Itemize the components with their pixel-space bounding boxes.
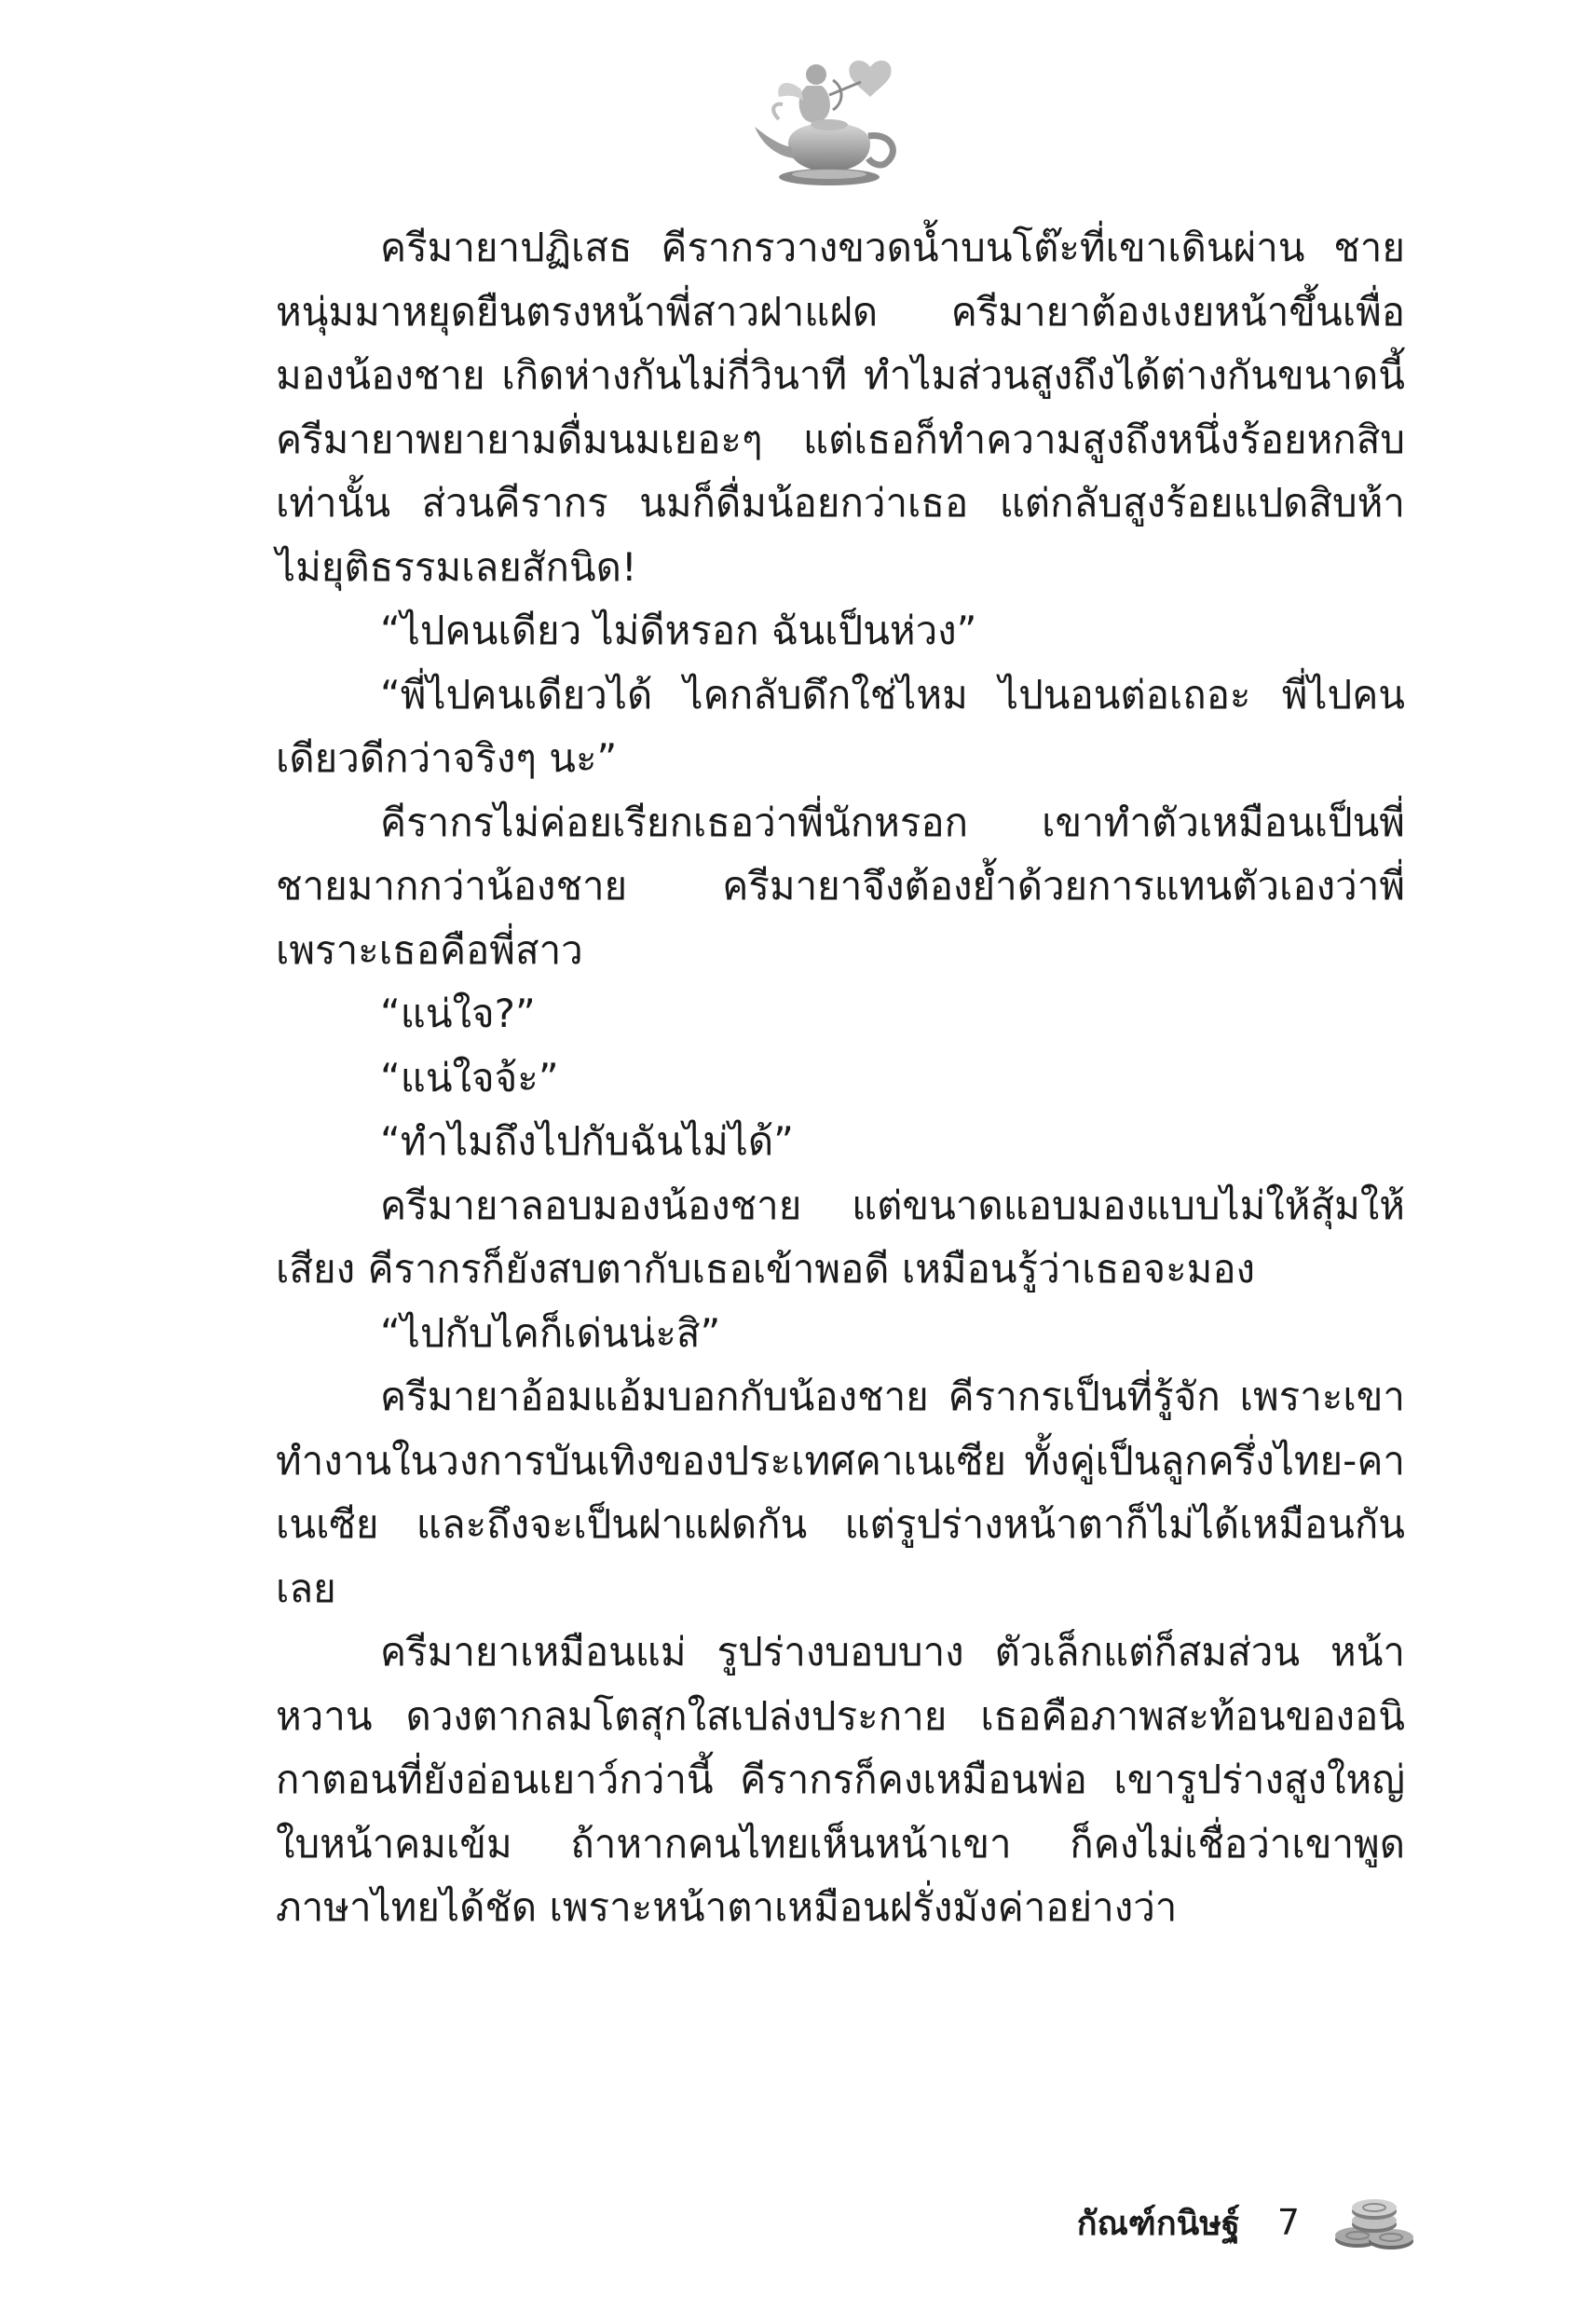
book-title: กัณฑ์กนิษฐ์ bbox=[1076, 2204, 1240, 2243]
paragraph: ครีมายาลอบมองน้องชาย แต่ขนาดแอบมองแบบไม่ให้สุ้มให้เสียง คีรากรก็ยังสบตากับเธอเข้าพอดี เหมือนรู้ว่าเธอจะมอง bbox=[276, 1182, 1405, 1292]
page-number: 7 bbox=[1276, 2202, 1300, 2243]
paragraph: ครีมายาปฏิเสธ คีรากรวางขวดน้ำบนโต๊ะที่เขาเดินผ่าน ชายหนุ่มมาหยุดยืนตรงหน้าพี่สาวฝาแฝด ครีมายาต้องเงยหน้าขึ้นเพื่อมองน้องชาย เกิดห่างกันไม่กี่วินาที ทำไมส่วนสูงถึงได้ต่างกันขนาดนี้ ครีมายาพยายามดื่มนมเยอะๆ แต่เธอก็ทำความสูงถึงหนึ่งร้อยหกสิบเท่านั้น ส่วนคีรากร นมก็ดื่มน้อยกว่าเธอ แต่กลับสูงร้อยแปดสิบห้า ไม่ยุติธรรมเลยสักนิด! bbox=[276, 225, 1405, 590]
body-text bbox=[276, 216, 1405, 1940]
page-footer bbox=[1077, 2190, 1419, 2255]
paragraph: “ไปกับไคก็เด่นน่ะสิ” bbox=[380, 1309, 721, 1356]
paragraph: ครีมายาเหมือนแม่ รูปร่างบอบบาง ตัวเล็กแต่ก็สมส่วน หน้าหวาน ดวงตากลมโตสุกใสเปล่งประกาย เธอคือภาพสะท้อนของอนิกาตอนที่ยังอ่อนเยาว์กว่านี้ คีรากรก็คงเหมือนพ่อ เขารูปร่างสูงใหญ่ ใบหน้าคมเข้ม ถ้าหากคนไทยเห็นหน้าเขา ก็คงไม่เชื่อว่าเขาพูดภาษาไทยได้ชัด เพราะหน้าตาเหมือนฝรั่งมังค่าอย่างว่า bbox=[276, 1629, 1405, 1930]
paragraph: ครีมายาอ้อมแอ้มบอกกับน้องชาย คีรากรเป็นที่รู้จัก เพราะเขาทำงานในวงการบันเทิงของประเทศคาเนเซีย ทั้งคู่เป็นลูกครึ่งไทย-คาเนเซีย และถึงจะเป็นฝาแฝดกัน แต่รูปร่างหน้าตาก็ไม่ได้เหมือนกันเลย bbox=[276, 1374, 1405, 1611]
paragraph: “แน่ใจ?” bbox=[380, 991, 536, 1036]
paragraph: “พี่ไปคนเดียวได้ ไคกลับดึกใช่ไหม ไปนอนต่อเถอะ พี่ไปคนเดียวดีกว่าจริงๆ นะ” bbox=[276, 671, 1405, 781]
paragraph: คีรากรไม่ค่อยเรียกเธอว่าพี่นักหรอก เขาทำตัวเหมือนเป็นพี่ชายมากกว่าน้องชาย ครีมายาจึงต้องย้ำด้วยการแทนตัวเองว่าพี่ เพราะเธอคือพี่สาว bbox=[276, 799, 1405, 973]
paragraph: “ทำไมถึงไปกับฉันไม่ได้” bbox=[380, 1118, 794, 1164]
teapot-cupid-icon bbox=[751, 54, 907, 196]
chip-stack-icon bbox=[1330, 2193, 1419, 2252]
paragraph: “แน่ใจจ้ะ” bbox=[380, 1054, 559, 1101]
paragraph: “ไปคนเดียว ไม่ดีหรอก ฉันเป็นห่วง” bbox=[380, 608, 977, 653]
